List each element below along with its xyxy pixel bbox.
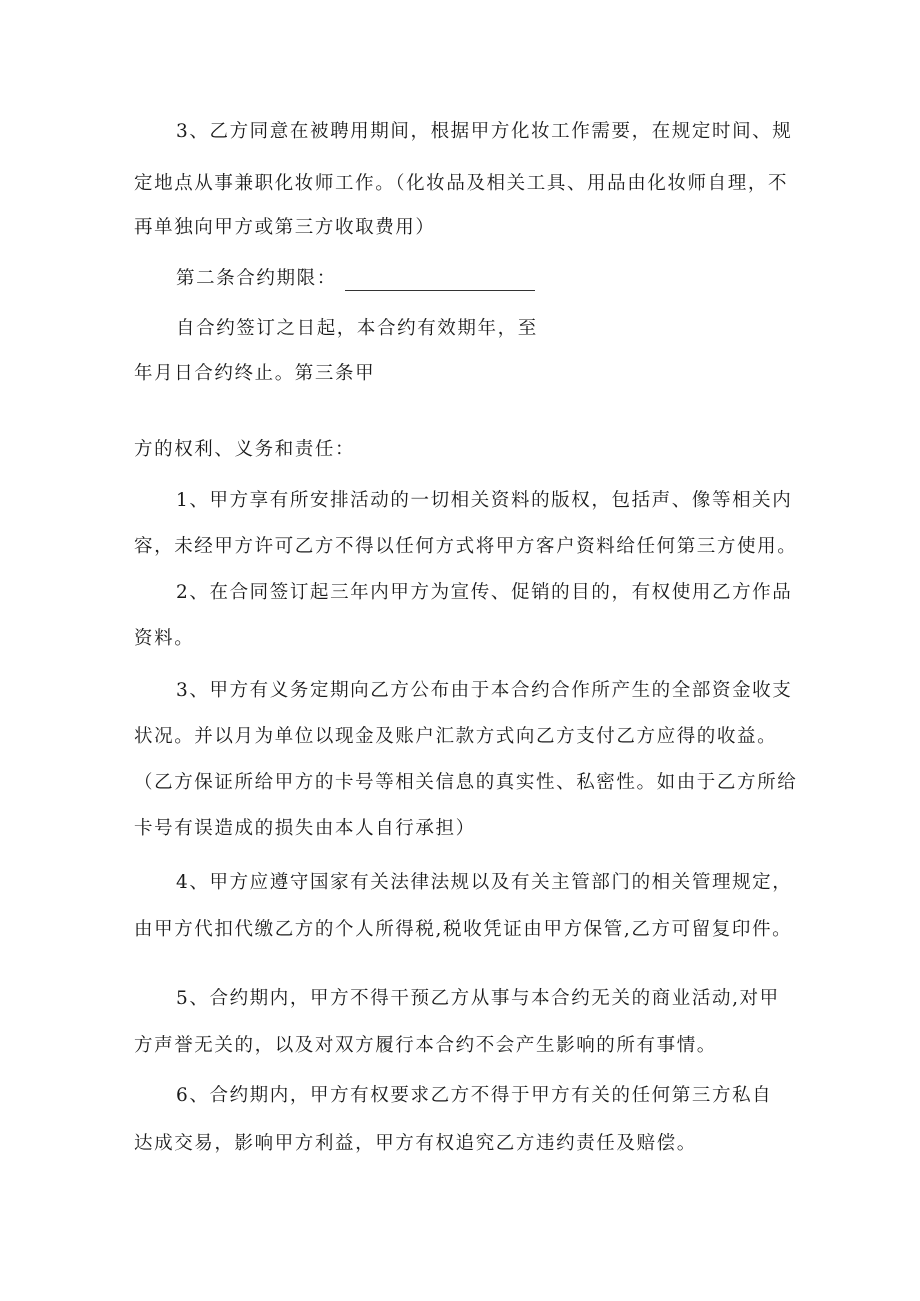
- paragraph-line: 6、合约期内，甲方有权要求乙方不得于甲方有关的任何第三方私自: [176, 1085, 773, 1106]
- paragraph-line: 3、乙方同意在被聘用期间，根据甲方化妆工作需要，在规定时间、规: [176, 121, 793, 142]
- paragraph-line: 再单独向甲方或第三方收取费用）: [134, 217, 436, 238]
- contract-term-label: 第二条合约期限：: [176, 268, 337, 289]
- paragraph-line: 资料。: [134, 628, 195, 649]
- paragraph-line: 定地点从事兼职化妆师工作。（化妆品及相关工具、用品由化妆师自理，不: [134, 173, 789, 194]
- paragraph-line: 达成交易，影响甲方利益，甲方有权追究乙方违约责任及赔偿。: [134, 1133, 697, 1154]
- paragraph-line: 状况。并以月为单位以现金及账户汇款方式向乙方支付乙方应得的收益。: [134, 726, 778, 747]
- paragraph-line: 自合约签订之日起，本合约有效期年，至: [176, 318, 538, 339]
- blank-underline: [345, 272, 535, 291]
- paragraph-line: 3、甲方有义务定期向乙方公布由于本合约合作所产生的全部资金收支: [176, 680, 793, 701]
- paragraph-line: 容，未经甲方许可乙方不得以任何方式将甲方客户资料给任何第三方使用。: [134, 536, 798, 557]
- paragraph-line: 年月日合约终止。第三条甲: [134, 363, 376, 384]
- paragraph-line: 卡号有误造成的损失由本人自行承担）: [134, 818, 476, 839]
- section-heading: 方的权利、义务和责任：: [134, 439, 356, 460]
- paragraph-line: 5、合约期内，甲方不得干预乙方从事与本合约无关的商业活动,对甲: [176, 988, 780, 1009]
- paragraph-line: 方声誉无关的，以及对双方履行本合约不会产生影响的所有事情。: [134, 1035, 717, 1056]
- paragraph-line: 1、甲方享有所安排活动的一切相关资料的版权，包括声、像等相关内: [176, 490, 793, 511]
- paragraph-line: 4、甲方应遵守国家有关法律法规以及有关主管部门的相关管理规定，: [176, 872, 793, 893]
- paragraph-line: 2、在合同签订起三年内甲方为宣传、促销的目的，有权使用乙方作品: [176, 582, 793, 603]
- contract-term-heading: [176, 267, 535, 291]
- paragraph-line: 由甲方代扣代缴乙方的个人所得税,税收凭证由甲方保管,乙方可留复印件。: [134, 919, 793, 940]
- paragraph-line: （乙方保证所给甲方的卡号等相关信息的真实性、私密性。如由于乙方所给: [134, 772, 798, 793]
